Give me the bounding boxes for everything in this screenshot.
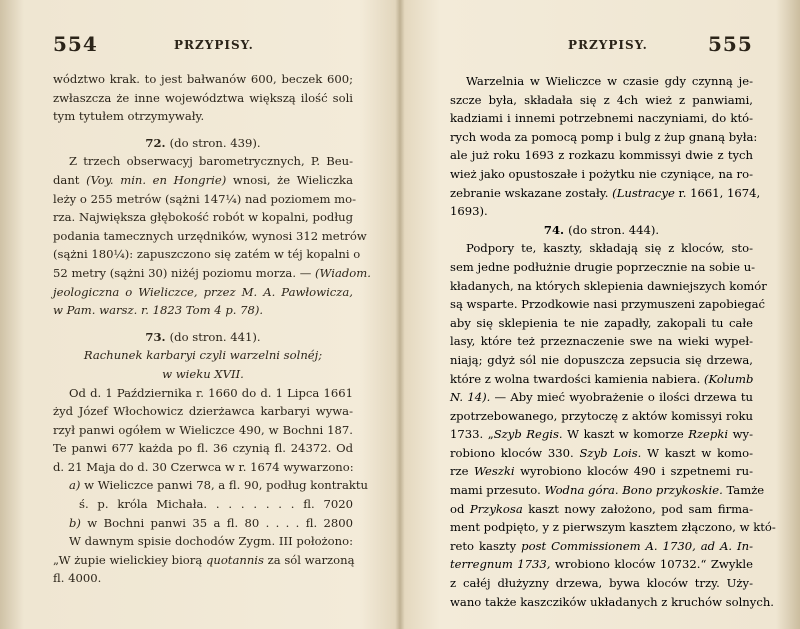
- left-text-column: [53, 70, 371, 588]
- right-text-line: [450, 128, 758, 147]
- text-segment: r. 1661, 1674,: [674, 185, 761, 200]
- right-text-line: [450, 202, 753, 221]
- left-text-line: [53, 152, 353, 171]
- note-number: 74.: [543, 222, 569, 237]
- text-segment: ment podpięto, y z pierwszym kasztem złączono, w któ-: [450, 520, 776, 535]
- text-segment: 52 metry (sążni 30) niżéj poziomu morza. —: [53, 265, 315, 280]
- text-segment: Warzelnia w Wieliczce w czasie gdy czynną je-: [466, 74, 753, 88]
- text-segment: (Wiadom.: [315, 265, 371, 280]
- text-segment: rze: [450, 464, 474, 479]
- text-segment: wyrobiono kloców 490 i szpetnemi ru-: [514, 464, 753, 479]
- right-text-line: [450, 593, 774, 612]
- page-number-right: 555: [708, 32, 753, 56]
- text-segment: 1693).: [450, 204, 488, 219]
- right-text-line: [450, 146, 753, 165]
- text-segment: w Wieliczce panwi 78, a fl. 90, podług kontraktu: [80, 478, 369, 493]
- left-text-line: [53, 245, 361, 264]
- left-text-line: [53, 439, 353, 458]
- text-segment: robiono kloców 330.: [450, 445, 580, 460]
- right-text-line: [450, 388, 753, 407]
- running-head-right: PRZYPISY.: [568, 38, 648, 52]
- text-segment: N. 14).: [450, 390, 491, 405]
- text-segment: dant: [53, 172, 87, 187]
- text-segment: w Pam. warsz. r. 1823 Tom 4 p. 78).: [53, 303, 264, 318]
- text-segment: Wodna góra. Bono przykoskie.: [544, 483, 723, 498]
- right-text-line: [450, 165, 753, 184]
- text-segment: Podpory te, kaszty, składają się z kloców, sto-: [466, 241, 753, 256]
- text-segment: wnosi, że Wieliczka: [226, 172, 353, 187]
- text-segment: w Bochni panwi 35 a fl. 80 . . . . fl. 2800: [80, 515, 353, 530]
- text-segment: podania tamecznych urzędników, wynosi 312 metrów: [53, 228, 367, 243]
- right-text-line: [450, 574, 753, 593]
- text-segment: post Commissionem A. 1730, ad A. In-: [521, 538, 753, 553]
- text-segment: fl. 4000.: [53, 571, 102, 586]
- right-text-line: [450, 221, 753, 240]
- right-text-line: [450, 518, 776, 537]
- text-segment: leży o 255 metrów (sążni 147¼) nad poziomem mo-: [53, 191, 357, 206]
- text-segment: za sól warzoną: [263, 552, 355, 567]
- left-text-line: [53, 107, 353, 126]
- text-segment: Szyb Regis.: [493, 427, 563, 442]
- text-segment: W kaszt w komorze: [562, 427, 689, 442]
- right-text-line: [450, 184, 761, 203]
- right-text-line: [450, 91, 753, 110]
- right-text-line: [450, 481, 765, 500]
- left-text-line: [53, 70, 353, 89]
- text-segment: rzył panwi ogółem w Wieliczce 490, w Bochni 187.: [53, 422, 353, 437]
- text-segment: Te panwi 677 każda po fl. 36 czynią fl. 24372. Od: [53, 441, 353, 456]
- note-number: 73.: [145, 329, 170, 344]
- text-segment: ś. p. króla Michała. . . . . . . . fl. 7020: [79, 497, 353, 512]
- left-text-line: [53, 301, 353, 320]
- right-text-line: [450, 314, 753, 333]
- left-text-line: [53, 227, 367, 246]
- text-segment: zebranie wskazane zostały.: [450, 185, 613, 200]
- right-text-line: [450, 444, 753, 463]
- right-text-line: [450, 277, 767, 296]
- left-text-line: [53, 402, 353, 421]
- text-segment: (Kolumb: [703, 371, 754, 386]
- text-segment: kaszt nowy założono, pod sam firma-: [522, 501, 753, 516]
- right-text-line: [450, 109, 753, 128]
- text-segment: Tamże: [722, 483, 765, 498]
- left-text-line: [53, 283, 353, 302]
- text-segment: od: [450, 501, 470, 516]
- left-text-line: [53, 421, 353, 440]
- text-segment: (do stron. 444).: [568, 222, 660, 237]
- text-segment: (do stron. 439).: [169, 135, 261, 150]
- right-text-line: [450, 72, 753, 91]
- text-segment: ale już roku 1693 z rozkazu kommissyi dwie z tych: [450, 148, 753, 163]
- right-text-line: [450, 332, 753, 351]
- text-segment: Z trzech obserwacyj barometrycznych, P. Beu-: [69, 154, 353, 169]
- text-segment: żyd Józef Włochowicz dzierżawca karbaryi wywa-: [53, 404, 353, 419]
- text-segment: W kaszt w komo-: [641, 445, 754, 460]
- text-segment: Rzepki: [688, 427, 729, 442]
- left-text-line: [53, 495, 353, 514]
- text-segment: jeologiczna o Wieliczce, przez M. A. Pawłowicza,: [53, 284, 353, 299]
- right-text-line: [450, 351, 753, 370]
- text-segment: kadziami i innemi potrzebnemi naczyniami, do któ-: [450, 111, 753, 126]
- left-text-line: [53, 190, 357, 209]
- left-text-line: [53, 458, 353, 477]
- left-text-line: [53, 551, 353, 570]
- text-segment: zwłaszcza że inne województwa większą ilość soli: [53, 90, 353, 105]
- note-number: 72.: [145, 135, 170, 150]
- text-segment: sem jedne podłużnie drugie poprzecznie na sobie u-: [450, 259, 756, 274]
- left-text-line: [53, 171, 353, 190]
- text-segment: (Lustracye: [612, 185, 675, 200]
- right-text-line: [450, 425, 753, 444]
- left-text-line: [53, 346, 353, 365]
- text-segment: reto kaszty: [450, 538, 522, 553]
- text-segment: szcze była, składała się z 4ch wież z panwiami,: [450, 92, 753, 107]
- left-text-line: [53, 532, 353, 551]
- text-segment: W dawnym spisie dochodów Zygm. III położono:: [69, 534, 353, 549]
- left-text-line: [53, 208, 353, 227]
- right-text-line: [450, 239, 753, 258]
- text-segment: w wieku XVII.: [162, 366, 244, 381]
- left-text-line: [53, 476, 369, 495]
- text-segment: Weszki: [474, 464, 515, 479]
- text-segment: „W żupie wielickiey biorą: [53, 552, 206, 567]
- page-number-left: 554: [53, 32, 98, 56]
- text-segment: (sążni 180¼): zapuszczono się zatém w téj kopalni o: [53, 247, 361, 262]
- text-segment: rych woda za pomocą pomp i bulg z żup gnaną była:: [450, 129, 758, 144]
- right-text-line: [450, 462, 753, 481]
- text-segment: niają; gdyż sól nie dopuszcza zepsucia się drzewa,: [450, 352, 753, 367]
- left-text-line: [53, 264, 371, 283]
- text-segment: które z wolna twardości kamienia nabiera.: [450, 371, 704, 386]
- right-text-line: [450, 500, 753, 519]
- right-text-line: [450, 258, 756, 277]
- text-segment: wano także kaszczików układanych z kruchów solnych.: [450, 594, 774, 609]
- text-segment: d. 21 Maja do d. 30 Czerwca w r. 1674 wywarzono:: [53, 459, 354, 474]
- right-text-line: [450, 407, 753, 426]
- text-segment: są wsparte. Przodkowie nasi przymuszeni zapobiegać: [450, 297, 766, 312]
- text-segment: 1733. „: [450, 427, 494, 442]
- text-segment: — Aby mieć wyobrażenie o ilości drzewa tu: [490, 390, 754, 405]
- text-segment: Szyb Lois.: [579, 445, 642, 460]
- text-segment: lasy, które też przeznaczenie swe na wieki wypeł-: [450, 334, 753, 349]
- text-segment: mami przesuto.: [450, 483, 545, 498]
- right-text-column: [450, 72, 776, 611]
- text-segment: b): [69, 515, 81, 530]
- text-segment: Od d. 1 Października r. 1660 do d. 1 Lipca 1661: [69, 385, 353, 400]
- text-segment: quotannis: [205, 552, 264, 567]
- text-segment: rza. Największa głębokość robót w kopalni, podług: [53, 210, 353, 225]
- text-segment: wy-: [728, 427, 753, 442]
- running-head-left: PRZYPISY.: [174, 38, 254, 52]
- right-text-line: [450, 295, 766, 314]
- right-text-line: [450, 537, 753, 556]
- text-segment: a): [69, 478, 81, 493]
- left-text-line: [53, 328, 353, 347]
- left-text-line: [53, 365, 353, 384]
- text-segment: terregnum 1733,: [450, 557, 551, 572]
- text-segment: tym tytułem otrzymywały.: [53, 109, 205, 124]
- text-segment: z całéj dłużyzny drzewa, bywa kloców trzy. Uży-: [450, 576, 753, 591]
- right-text-line: [450, 555, 753, 574]
- text-segment: wież jako opustoszałe i pożytku nie czyniące, na ro-: [450, 166, 753, 181]
- text-segment: (Voy. min. en Hongrie): [86, 172, 227, 187]
- text-segment: aby się sklepienia te nie zapadły, zakopali tu całe: [450, 315, 753, 330]
- text-segment: wrobiono kloców 10732.“ Zwykle: [550, 557, 753, 572]
- text-segment: Rachunek karbaryi czyli warzelni solnéj;: [83, 348, 323, 363]
- text-segment: kładanych, na których sklepienia dawniejszych komór: [450, 278, 767, 293]
- text-segment: zpotrzebowanego, przytoczę z aktów komissyi roku: [450, 408, 753, 423]
- left-text-line: [53, 514, 353, 533]
- left-text-line: [53, 384, 353, 403]
- text-segment: (do stron. 441).: [169, 329, 261, 344]
- text-segment: Przykosa: [469, 501, 523, 516]
- right-text-line: [450, 370, 753, 389]
- left-text-line: [53, 89, 353, 108]
- left-text-line: [53, 134, 353, 153]
- text-segment: wództwo krak. to jest bałwanów 600, beczek 600;: [53, 72, 353, 86]
- left-text-line: [53, 569, 353, 588]
